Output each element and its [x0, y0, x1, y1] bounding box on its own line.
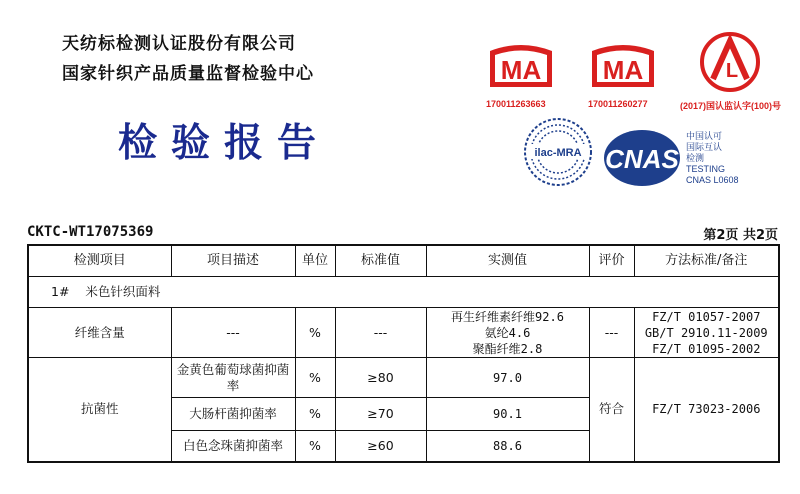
ilac-mra-logo [522, 116, 594, 188]
method-cell [634, 308, 779, 358]
column-header: 方法标准/备注 [634, 245, 779, 277]
table-header-row [28, 245, 779, 277]
cnas-line-2: 国际互认 [686, 142, 723, 152]
cma-code-1: 170011263663 [486, 99, 546, 109]
standard-cell: ≥80 [335, 358, 426, 398]
sample-row [28, 277, 779, 308]
description-cell: 大肠杆菌抑菌率 [171, 398, 295, 431]
column-header: 检测项目 [28, 245, 171, 277]
column-header: 标准值 [335, 245, 426, 277]
measured-line: 氨纶4.6 [484, 325, 531, 340]
unit-cell: % [295, 308, 335, 358]
column-header: 项目描述 [171, 245, 295, 277]
standard-cell: --- [335, 308, 426, 358]
column-header: 单位 [295, 245, 335, 277]
method-line: FZ/T 01095-2002 [652, 341, 761, 356]
evaluation-cell: --- [589, 308, 634, 358]
cnas-line-4: TESTING [686, 164, 726, 174]
description-cell: 金黄色葡萄球菌抑菌率 [171, 358, 295, 398]
organization-name: 天纺标检测认证股份有限公司 [62, 34, 296, 54]
cnas-mark: CNAS [605, 144, 679, 174]
cnas-line-3: 检测 [686, 153, 705, 163]
cal-logo [699, 31, 761, 93]
report-title: 检验报告 [118, 120, 331, 166]
description-cell: 白色念珠菌抑菌率 [171, 431, 295, 462]
method-cell: FZ/T 73023-2006 [634, 358, 779, 462]
column-header: 评价 [589, 245, 634, 277]
item-cell: 纤维含量 [28, 308, 171, 358]
measured-cell: 97.0 [426, 358, 589, 398]
cal-code: (2017)国认监认字(100)号 [680, 101, 782, 111]
method-line: GB/T 2910.11-2009 [644, 325, 768, 340]
cma-code-2: 170011260277 [588, 99, 648, 109]
cnas-logo [600, 124, 684, 188]
cma-mark-2: MA [602, 55, 644, 85]
method-line: FZ/T 01057-2007 [652, 309, 761, 324]
description-cell: --- [171, 308, 295, 358]
unit-cell: % [295, 358, 335, 398]
measured-cell: 90.1 [426, 398, 589, 431]
item-cell: 抗菌性 [28, 358, 171, 462]
evaluation-cell: 符合 [589, 358, 634, 462]
cma-logo-2 [588, 43, 658, 93]
results-table [27, 244, 780, 463]
report-number: CKTC-WT17075369 [27, 224, 154, 240]
cnas-line-1: 中国认可 [686, 131, 723, 141]
unit-cell: % [295, 431, 335, 462]
table-row [28, 358, 779, 398]
unit-cell: % [295, 398, 335, 431]
cma-logo-1 [486, 43, 556, 93]
center-name: 国家针织产品质量监督检验中心 [62, 64, 314, 84]
measured-line: 再生纤维素纤维92.6 [451, 309, 564, 324]
cma-mark-1: MA [500, 55, 542, 85]
measured-cell: 88.6 [426, 431, 589, 462]
cnas-line-5: CNAS L0608 [686, 175, 739, 185]
cal-mark: L [725, 60, 739, 82]
standard-cell: ≥70 [335, 398, 426, 431]
column-header: 实测值 [426, 245, 589, 277]
page-info: 第2页 共2页 [703, 228, 778, 243]
table-row [28, 308, 779, 358]
ilac-mark: ilac-MRA [534, 147, 582, 159]
standard-cell: ≥60 [335, 431, 426, 462]
measured-cell [426, 308, 589, 358]
measured-line: 聚酯纤维2.8 [472, 341, 543, 356]
sample-label: 1# 米色针织面料 [28, 277, 779, 308]
